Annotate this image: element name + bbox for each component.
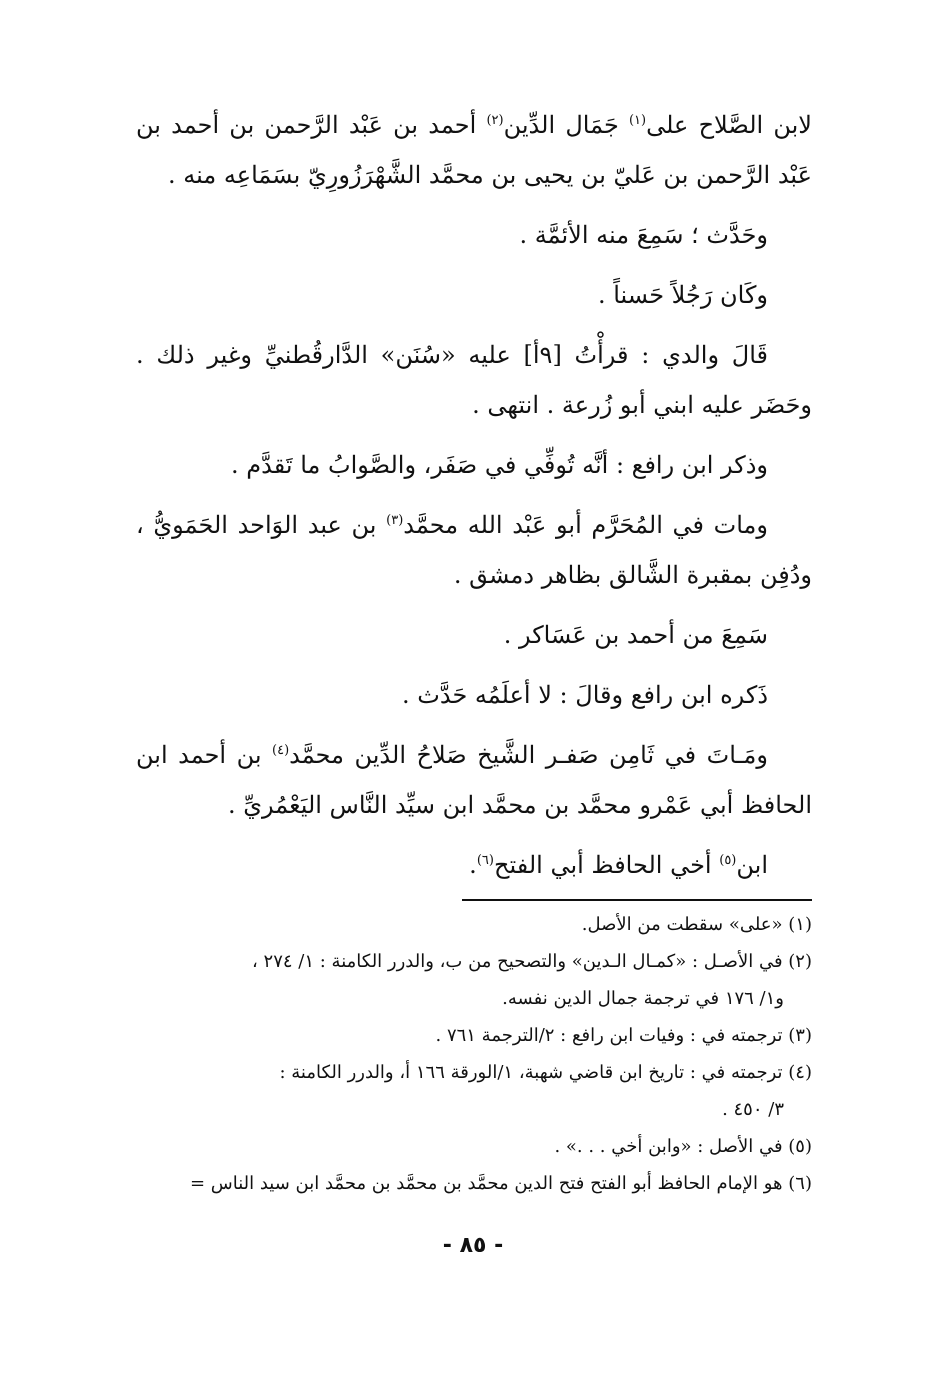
footnote-ref-4: (٤)	[272, 743, 290, 758]
footnote-2-continued: و١/ ١٧٦ في ترجمة جمال الدين نفسه.	[502, 988, 784, 1009]
paragraph-10-part-2: أخي الحافظ أبي الفتح	[493, 851, 720, 879]
paragraph-1-part-1: لابن الصَّلاح على	[646, 111, 812, 139]
paragraph-6	[136, 500, 812, 600]
footnote-4: (٤) ترجمته في : تاريخ ابن قاضي شهبة، ١/الورقة ١٦٦ أ، والدرر الكامنة :	[279, 1062, 812, 1083]
footnote-ref-2: (٢)	[486, 113, 504, 128]
paragraph-6-part-2: بن عبد الوَاحد الحَمَويُّ ، ودُفِن بمقبرة الشَّالق بظاهر دمشق .	[136, 511, 812, 589]
footnotes	[136, 906, 812, 1202]
footnote-1: (١) «على» سقطت من الأصل.	[581, 914, 812, 935]
paragraph-1	[136, 100, 812, 200]
footnote-divider	[462, 899, 812, 901]
footnote-5: (٥) في الأصل : «وابن أخي . . .» .	[554, 1136, 812, 1157]
footnote-2: (٢) في الأصـل : «كمـال الـدين» والتصحيح من ب، والدرر الكامنة : ١/ ٢٧٤ ،	[252, 951, 812, 972]
paragraph-2: وحَدَّث ؛ سَمِعَ منه الأئمَّة .	[519, 221, 768, 249]
footnote-ref-3: (٣)	[386, 513, 404, 528]
paragraph-10-part-1: ابن	[736, 851, 768, 879]
paragraph-8: ذَكره ابن رافع وقالَ : لا أعلَمُه حَدَّث .	[402, 681, 768, 709]
paragraph-3: وكَان رَجُلاً حَسناً .	[597, 281, 768, 309]
page-number: - ٨٥ -	[442, 1233, 504, 1258]
paragraph-10-part-3: .	[469, 851, 477, 879]
footnote-6: (٦) هو الإمام الحافظ أبو الفتح فتح الدين محمَّد بن محمَّد بن محمَّد ابن سيد الناس =	[189, 1173, 812, 1194]
footnote-3: (٣) ترجمته في : وفيات ابن رافع : ٢/الترجمة ٧٦١ .	[435, 1025, 812, 1046]
footnote-4-continued: ٣/ ٤٥٠ .	[722, 1099, 784, 1120]
paragraph-10	[136, 840, 812, 890]
paragraph-1-part-3: أحمد بن عَبْد الرَّحمن بن أحمد بن عَبْد الرَّحمن بن عَليّ بن يحيى بن محمَّد الشَّهْرَزُورِيّ بسَمَاعِه منه .	[136, 111, 812, 189]
paragraph-1-part-2: جَمَال الدِّين	[503, 111, 629, 139]
paragraph-5: وذكر ابن رافع : أنَّه تُوفِّي في صَفَر، والصَّوابُ ما تَقدَّم .	[231, 451, 768, 479]
paragraph-9	[136, 730, 812, 830]
footnote-ref-1: (١)	[628, 113, 647, 128]
paragraph-7: سَمِعَ من أحمد بن عَسَاكر .	[503, 621, 768, 649]
paragraph-9-part-2: بن أحمد ابن الحافظ أبي عَمْرو محمَّد بن محمَّد ابن سيِّد النَّاس اليَعْمُريِّ .	[136, 741, 812, 819]
paragraph-4: قَالَ والدي : قرأْتُ [٩أ] عليه «سُنَن» الدَّارقُطنيِّ وغير ذلك . وحَضَر عليه ابني أبو زُرعة . انتهى .	[136, 341, 812, 419]
paragraph-6-part-1: ومات في المُحَرَّم أبو عَبْد الله محمَّد	[403, 511, 768, 539]
paragraph-9-part-1: ومَـاتَ في ثَامِن صَفـر الشَّيخ صَلاحُ الدِّين محمَّد	[289, 741, 768, 769]
footnote-ref-6: (٦)	[476, 853, 494, 868]
footnote-ref-5: (٥)	[719, 853, 737, 868]
main-text	[136, 100, 812, 900]
